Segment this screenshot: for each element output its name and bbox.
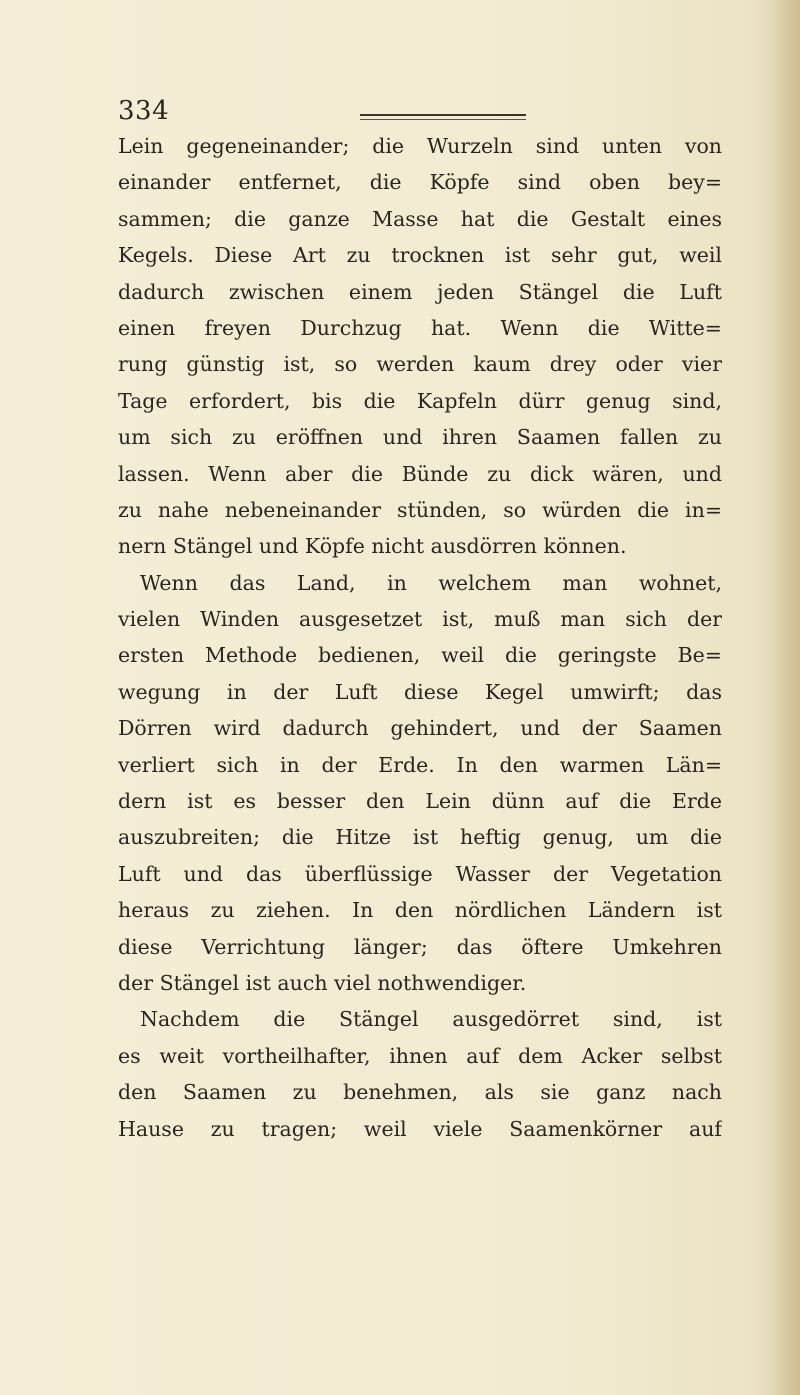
body-text — [118, 128, 722, 1147]
text-line: Lein gegeneinander; die Wurzeln sind unten von — [118, 134, 722, 158]
text-line: verliert sich in der Erde. In den warmen Län= — [118, 752, 722, 777]
text-line: Kegels. Diese Art zu trocknen ist sehr gut, weil — [118, 243, 722, 268]
text-line: lassen. Wenn aber die Bünde zu dick wären, und — [118, 461, 722, 486]
text-line: den Saamen zu benehmen, als sie ganz nach — [118, 1080, 722, 1105]
text-line: Hause zu tragen; weil viele Saamenkörner auf — [118, 1116, 722, 1141]
text-line: Wenn das Land, in welchem man wohnet, — [140, 570, 722, 595]
text-line: einander entfernet, die Köpfe sind oben bey= — [118, 170, 722, 195]
text-line: um sich zu eröffnen und ihren Saamen fallen zu — [118, 425, 722, 450]
text-line: Tage erfordert, bis die Kapfeln dürr genug sind, — [118, 388, 722, 413]
text-line: auszubreiten; die Hitze ist heftig genug, um die — [118, 825, 722, 850]
text-line: zu nahe nebeneinander stünden, so würden die in= — [118, 497, 722, 522]
text-line: es weit vortheilhafter, ihnen auf dem Acker selbst — [118, 1043, 722, 1068]
text-line: einen freyen Durchzug hat. Wenn die Witte= — [118, 315, 722, 340]
text-line: nern Stängel und Köpfe nicht ausdörren können. — [118, 534, 627, 559]
text-line: Nachdem die Stängel ausgedörret sind, ist — [140, 1007, 722, 1032]
text-line: wegung in der Luft diese Kegel umwirft; das — [118, 679, 722, 704]
text-line: sammen; die ganze Masse hat die Gestalt eines — [118, 206, 722, 231]
header-rule — [360, 114, 526, 116]
text-line: vielen Winden ausgesetzet ist, muß man sich der — [118, 607, 722, 632]
text-line: dern ist es besser den Lein dünn auf die Erde — [118, 789, 722, 814]
text-line: Luft und das überflüssige Wasser der Vegetation — [118, 861, 722, 886]
text-line: heraus zu ziehen. In den nördlichen Ländern ist — [118, 898, 722, 923]
page-number: 334 — [118, 96, 170, 126]
text-line: der Stängel ist auch viel nothwendiger. — [118, 970, 527, 995]
text-line: Dörren wird dadurch gehindert, und der Saamen — [118, 716, 722, 741]
text-line: diese Verrichtung länger; das öftere Umkehren — [118, 934, 722, 959]
text-line: ersten Methode bedienen, weil die geringste Be= — [118, 643, 722, 668]
text-line: dadurch zwischen einem jeden Stängel die Luft — [118, 279, 722, 304]
page-edge-shadow — [772, 0, 800, 1395]
text-line: rung günstig ist, so werden kaum drey oder vier — [118, 352, 722, 377]
